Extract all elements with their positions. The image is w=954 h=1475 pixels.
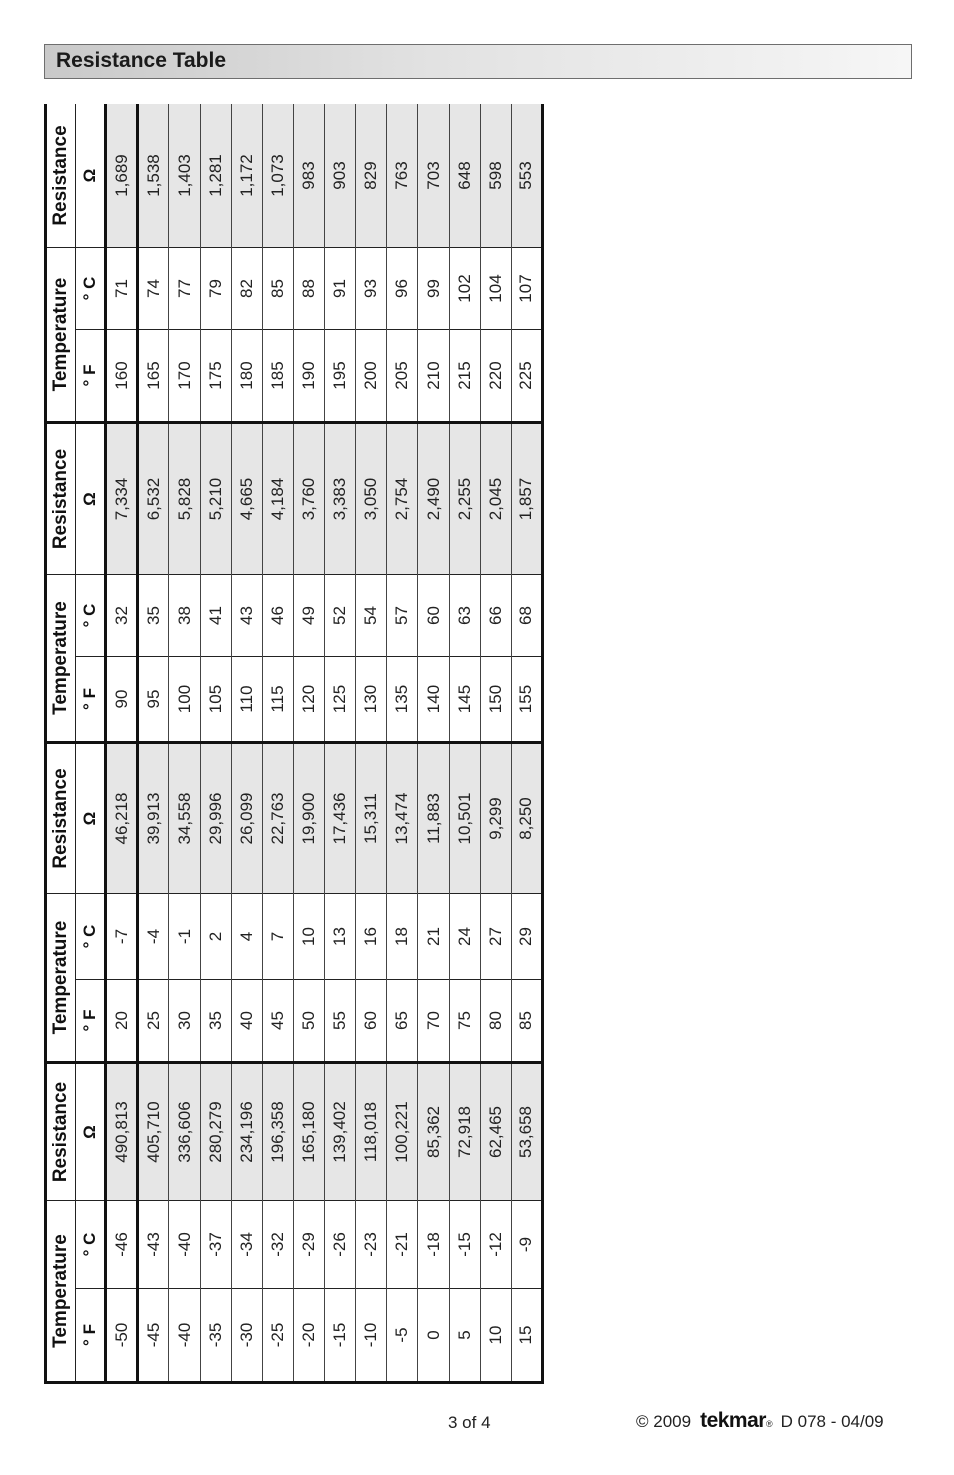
temp-c-cell: -4	[138, 894, 169, 980]
temp-f-cell: 50	[293, 980, 324, 1063]
registered-mark: ®	[765, 1419, 773, 1429]
resistance-cell: 72,918	[449, 1063, 480, 1201]
resistance-cell: 1,538	[138, 104, 169, 248]
resistance-cell: 405,710	[138, 1063, 169, 1201]
temp-f-cell: 160	[106, 330, 138, 423]
temp-c-cell: -18	[418, 1201, 449, 1289]
temp-c-cell: 88	[293, 248, 324, 330]
table-row	[511, 104, 542, 1383]
temp-c-cell: -32	[262, 1201, 293, 1289]
table-row	[480, 104, 511, 1383]
temp-c-cell: 13	[325, 894, 356, 980]
temp-c-cell: 60	[418, 575, 449, 657]
temp-f-cell: -40	[169, 1289, 200, 1383]
temp-c-cell: 102	[449, 248, 480, 330]
temp-f-cell: -25	[262, 1289, 293, 1383]
temp-c-cell: 85	[262, 248, 293, 330]
temp-f-cell: 200	[356, 330, 387, 423]
resistance-header: Resistance	[46, 104, 76, 248]
temp-f-cell: -10	[356, 1289, 387, 1383]
table-row	[200, 104, 231, 1383]
temp-c-cell: -26	[325, 1201, 356, 1289]
temp-f-cell: 35	[200, 980, 231, 1063]
temp-c-cell: -21	[387, 1201, 418, 1289]
temp-f-cell: 190	[293, 330, 324, 423]
temp-f-cell: 170	[169, 330, 200, 423]
temp-f-cell: 40	[231, 980, 262, 1063]
temp-f-cell: 180	[231, 330, 262, 423]
unit-celsius: ° C	[76, 575, 106, 657]
resistance-cell: 234,196	[231, 1063, 262, 1201]
section-title: Resistance Table	[56, 49, 227, 72]
temp-f-cell: 15	[516, 1325, 536, 1345]
temp-c-cell: 27	[480, 894, 511, 980]
table-row	[231, 104, 262, 1383]
temp-c-cell: 54	[356, 575, 387, 657]
resistance-header: Resistance	[46, 423, 76, 575]
temp-c-cell: 38	[169, 575, 200, 657]
temp-c-cell: -9	[511, 1201, 542, 1289]
unit-ohm: Ω	[76, 1063, 106, 1201]
temp-f-cell: 105	[200, 657, 231, 743]
temp-c-cell: 79	[200, 248, 231, 330]
temperature-header: Temperature	[46, 894, 76, 1063]
temp-f-cell: 55	[325, 980, 356, 1063]
temp-f-cell: 75	[449, 980, 480, 1063]
temp-f-cell: -35	[200, 1289, 231, 1383]
temp-c-cell: 18	[387, 894, 418, 980]
temp-f-cell: 95	[138, 657, 169, 743]
copyright: © 2009	[636, 1412, 692, 1431]
resistance-table-rotated	[44, 104, 544, 1384]
resistance-cell: 3,383	[325, 423, 356, 575]
resistance-cell: 165,180	[293, 1063, 324, 1201]
temp-f-cell: 5	[449, 1289, 480, 1383]
table-row	[325, 104, 356, 1383]
temp-f-cell: 0	[418, 1289, 449, 1383]
temp-c-cell: -43	[138, 1201, 169, 1289]
page-number: 3 of 4	[448, 1413, 491, 1432]
temp-c-cell: -29	[293, 1201, 324, 1289]
temp-f-cell: -50	[106, 1289, 138, 1383]
resistance-cell: 2,045	[480, 423, 511, 575]
unit-fahrenheit: ° F	[76, 1289, 106, 1383]
temp-c-cell: 68	[511, 575, 542, 657]
temp-c-cell: -23	[356, 1201, 387, 1289]
temp-c-cell: 24	[449, 894, 480, 980]
resistance-cell: 648	[449, 104, 480, 248]
resistance-cell: 2,255	[449, 423, 480, 575]
temp-f-cell: 135	[387, 657, 418, 743]
temp-f-cell: 45	[262, 980, 293, 1063]
temp-f-cell: 90	[106, 657, 138, 743]
temp-c-cell: 93	[356, 248, 387, 330]
resistance-cell: 1,073	[262, 104, 293, 248]
resistance-cell: 17,436	[325, 743, 356, 894]
resistance-cell: 19,900	[293, 743, 324, 894]
temp-f-cell: 125	[325, 657, 356, 743]
resistance-cell: 85,362	[418, 1063, 449, 1201]
temp-f-cell: 155	[511, 657, 542, 743]
table-row	[138, 104, 169, 1383]
temp-c-cell: 74	[138, 248, 169, 330]
temp-f-cell: 70	[418, 980, 449, 1063]
resistance-cell: 39,913	[138, 743, 169, 894]
resistance-cell: 4,665	[231, 423, 262, 575]
document-code: D 078 - 04/09	[780, 1412, 884, 1431]
resistance-cell: 1,857	[511, 423, 542, 575]
temp-c-cell: 43	[231, 575, 262, 657]
temp-c-cell: 99	[418, 248, 449, 330]
resistance-cell: 3,760	[293, 423, 324, 575]
resistance-cell: 4,184	[262, 423, 293, 575]
unit-celsius: ° C	[76, 248, 106, 330]
temp-f-cell: 65	[387, 980, 418, 1063]
resistance-cell: 2,490	[418, 423, 449, 575]
temp-f-cell: 225	[511, 330, 542, 423]
temp-c-cell: 10	[293, 894, 324, 980]
resistance-header: Resistance	[46, 743, 76, 894]
temp-f-cell: 85	[511, 980, 542, 1063]
temp-c-cell: 21	[418, 894, 449, 980]
temperature-header: Temperature	[46, 1201, 76, 1383]
temp-f-cell: 130	[356, 657, 387, 743]
temp-c-cell: -12	[480, 1201, 511, 1289]
temp-f-cell: 205	[387, 330, 418, 423]
resistance-cell: 6,532	[138, 423, 169, 575]
resistance-cell: 11,883	[418, 743, 449, 894]
section-header	[44, 44, 912, 79]
table-row	[387, 104, 418, 1383]
temp-f-cell: -45	[138, 1289, 169, 1383]
resistance-cell: 62,465	[480, 1063, 511, 1201]
resistance-cell: 100,221	[387, 1063, 418, 1201]
temp-c-cell: 63	[449, 575, 480, 657]
resistance-cell: 8,250	[511, 743, 542, 894]
temp-f-cell: 115	[262, 657, 293, 743]
temperature-header: Temperature	[46, 248, 76, 423]
resistance-cell: 490,813	[106, 1063, 138, 1201]
temperature-header: Temperature	[46, 575, 76, 743]
temp-f-cell: 20	[106, 980, 138, 1063]
temp-f-cell: 10	[480, 1289, 511, 1383]
resistance-cell: 139,402	[325, 1063, 356, 1201]
resistance-cell: 1,689	[106, 104, 138, 248]
temp-f-cell: 30	[169, 980, 200, 1063]
resistance-cell: 598	[480, 104, 511, 248]
resistance-cell: 280,279	[200, 1063, 231, 1201]
temp-f-cell: 100	[169, 657, 200, 743]
unit-fahrenheit: ° F	[76, 980, 106, 1063]
temp-c-cell: -46	[106, 1201, 138, 1289]
temp-f-cell: -5	[387, 1289, 418, 1383]
temp-c-cell: 32	[106, 575, 138, 657]
temp-f-cell: 140	[418, 657, 449, 743]
temp-c-cell: 29	[511, 894, 542, 980]
temp-c-cell: 52	[325, 575, 356, 657]
temp-c-cell: -37	[200, 1201, 231, 1289]
resistance-cell: 336,606	[169, 1063, 200, 1201]
temp-f-cell: 165	[138, 330, 169, 423]
resistance-header: Resistance	[46, 1063, 76, 1201]
resistance-cell: 29,996	[200, 743, 231, 894]
resistance-cell: 829	[356, 104, 387, 248]
temp-c-cell: 77	[169, 248, 200, 330]
temp-c-cell: -34	[231, 1201, 262, 1289]
temp-c-cell: 49	[293, 575, 324, 657]
temp-c-cell: 71	[106, 248, 138, 330]
header-row-units	[76, 104, 106, 1383]
resistance-cell: 46,218	[106, 743, 138, 894]
temp-f-cell: 120	[293, 657, 324, 743]
temp-c-cell: -15	[449, 1201, 480, 1289]
resistance-cell: 196,358	[262, 1063, 293, 1201]
unit-fahrenheit: ° F	[76, 657, 106, 743]
temp-c-cell: 7	[262, 894, 293, 980]
temp-c-cell: 35	[138, 575, 169, 657]
unit-ohm: Ω	[76, 743, 106, 894]
temp-f-cell: 145	[449, 657, 480, 743]
unit-celsius: ° C	[76, 1201, 106, 1289]
resistance-cell: 15,311	[356, 743, 387, 894]
unit-celsius: ° C	[76, 894, 106, 980]
resistance-cell: 10,501	[449, 743, 480, 894]
temp-c-cell: 4	[231, 894, 262, 980]
resistance-cell: 118,018	[356, 1063, 387, 1201]
resistance-cell: 1,281	[200, 104, 231, 248]
footer	[636, 1409, 884, 1437]
resistance-cell: 22,763	[262, 743, 293, 894]
temp-f-cell: 185	[262, 330, 293, 423]
unit-fahrenheit: ° F	[76, 330, 106, 423]
temp-f-cell: -20	[293, 1289, 324, 1383]
temp-c-cell: 82	[231, 248, 262, 330]
temp-f-cell: -15	[325, 1289, 356, 1383]
table-row	[449, 104, 480, 1383]
resistance-cell: 2,754	[387, 423, 418, 575]
temp-f-cell: 220	[480, 330, 511, 423]
temp-c-cell: 91	[325, 248, 356, 330]
resistance-cell: 7,334	[106, 423, 138, 575]
temp-f-cell: 25	[138, 980, 169, 1063]
resistance-cell: 1,403	[169, 104, 200, 248]
table-row	[418, 104, 449, 1383]
temp-c-cell: -7	[106, 894, 138, 980]
table-row	[262, 104, 293, 1383]
temp-c-cell: 46	[262, 575, 293, 657]
brand-logo: tekmar	[700, 1409, 766, 1432]
temp-c-cell: 16	[356, 894, 387, 980]
temp-c-cell: 66	[480, 575, 511, 657]
temp-c-cell: -40	[169, 1201, 200, 1289]
resistance-cell: 1,172	[231, 104, 262, 248]
temp-c-cell: 96	[387, 248, 418, 330]
resistance-cell: 53,658	[511, 1063, 542, 1201]
resistance-table-container	[44, 104, 544, 1384]
temp-f-cell: 175	[200, 330, 231, 423]
temp-c-cell: 104	[480, 248, 511, 330]
resistance-cell: 703	[418, 104, 449, 248]
temp-c-cell: 107	[511, 248, 542, 330]
temp-c-cell: 2	[200, 894, 231, 980]
resistance-cell: 9,299	[480, 743, 511, 894]
temp-f-cell: 60	[356, 980, 387, 1063]
temp-f-cell: 210	[418, 330, 449, 423]
resistance-cell: 903	[325, 104, 356, 248]
temp-f-cell: 110	[231, 657, 262, 743]
resistance-cell: 34,558	[169, 743, 200, 894]
temp-f-cell: 195	[325, 330, 356, 423]
header-row-labels	[46, 104, 76, 1383]
resistance-cell: 5,828	[169, 423, 200, 575]
resistance-cell: 26,099	[231, 743, 262, 894]
temp-c-cell: 41	[200, 575, 231, 657]
temp-f-cell: 80	[480, 980, 511, 1063]
temp-f-cell: 150	[480, 657, 511, 743]
temp-f-cell: -30	[231, 1289, 262, 1383]
resistance-cell: 3,050	[356, 423, 387, 575]
table-row	[169, 104, 200, 1383]
temp-c-cell: -1	[169, 894, 200, 980]
table-row	[106, 104, 138, 1383]
resistance-cell: 763	[387, 104, 418, 248]
unit-ohm: Ω	[76, 423, 106, 575]
resistance-cell: 983	[293, 104, 324, 248]
temp-c-cell: 57	[387, 575, 418, 657]
resistance-cell: 553	[511, 104, 542, 248]
temp-f-cell: 215	[449, 330, 480, 423]
resistance-cell: 13,474	[387, 743, 418, 894]
unit-ohm: Ω	[76, 104, 106, 248]
table-row	[293, 104, 324, 1383]
resistance-table	[44, 104, 544, 1384]
table-row	[356, 104, 387, 1383]
resistance-cell: 5,210	[200, 423, 231, 575]
